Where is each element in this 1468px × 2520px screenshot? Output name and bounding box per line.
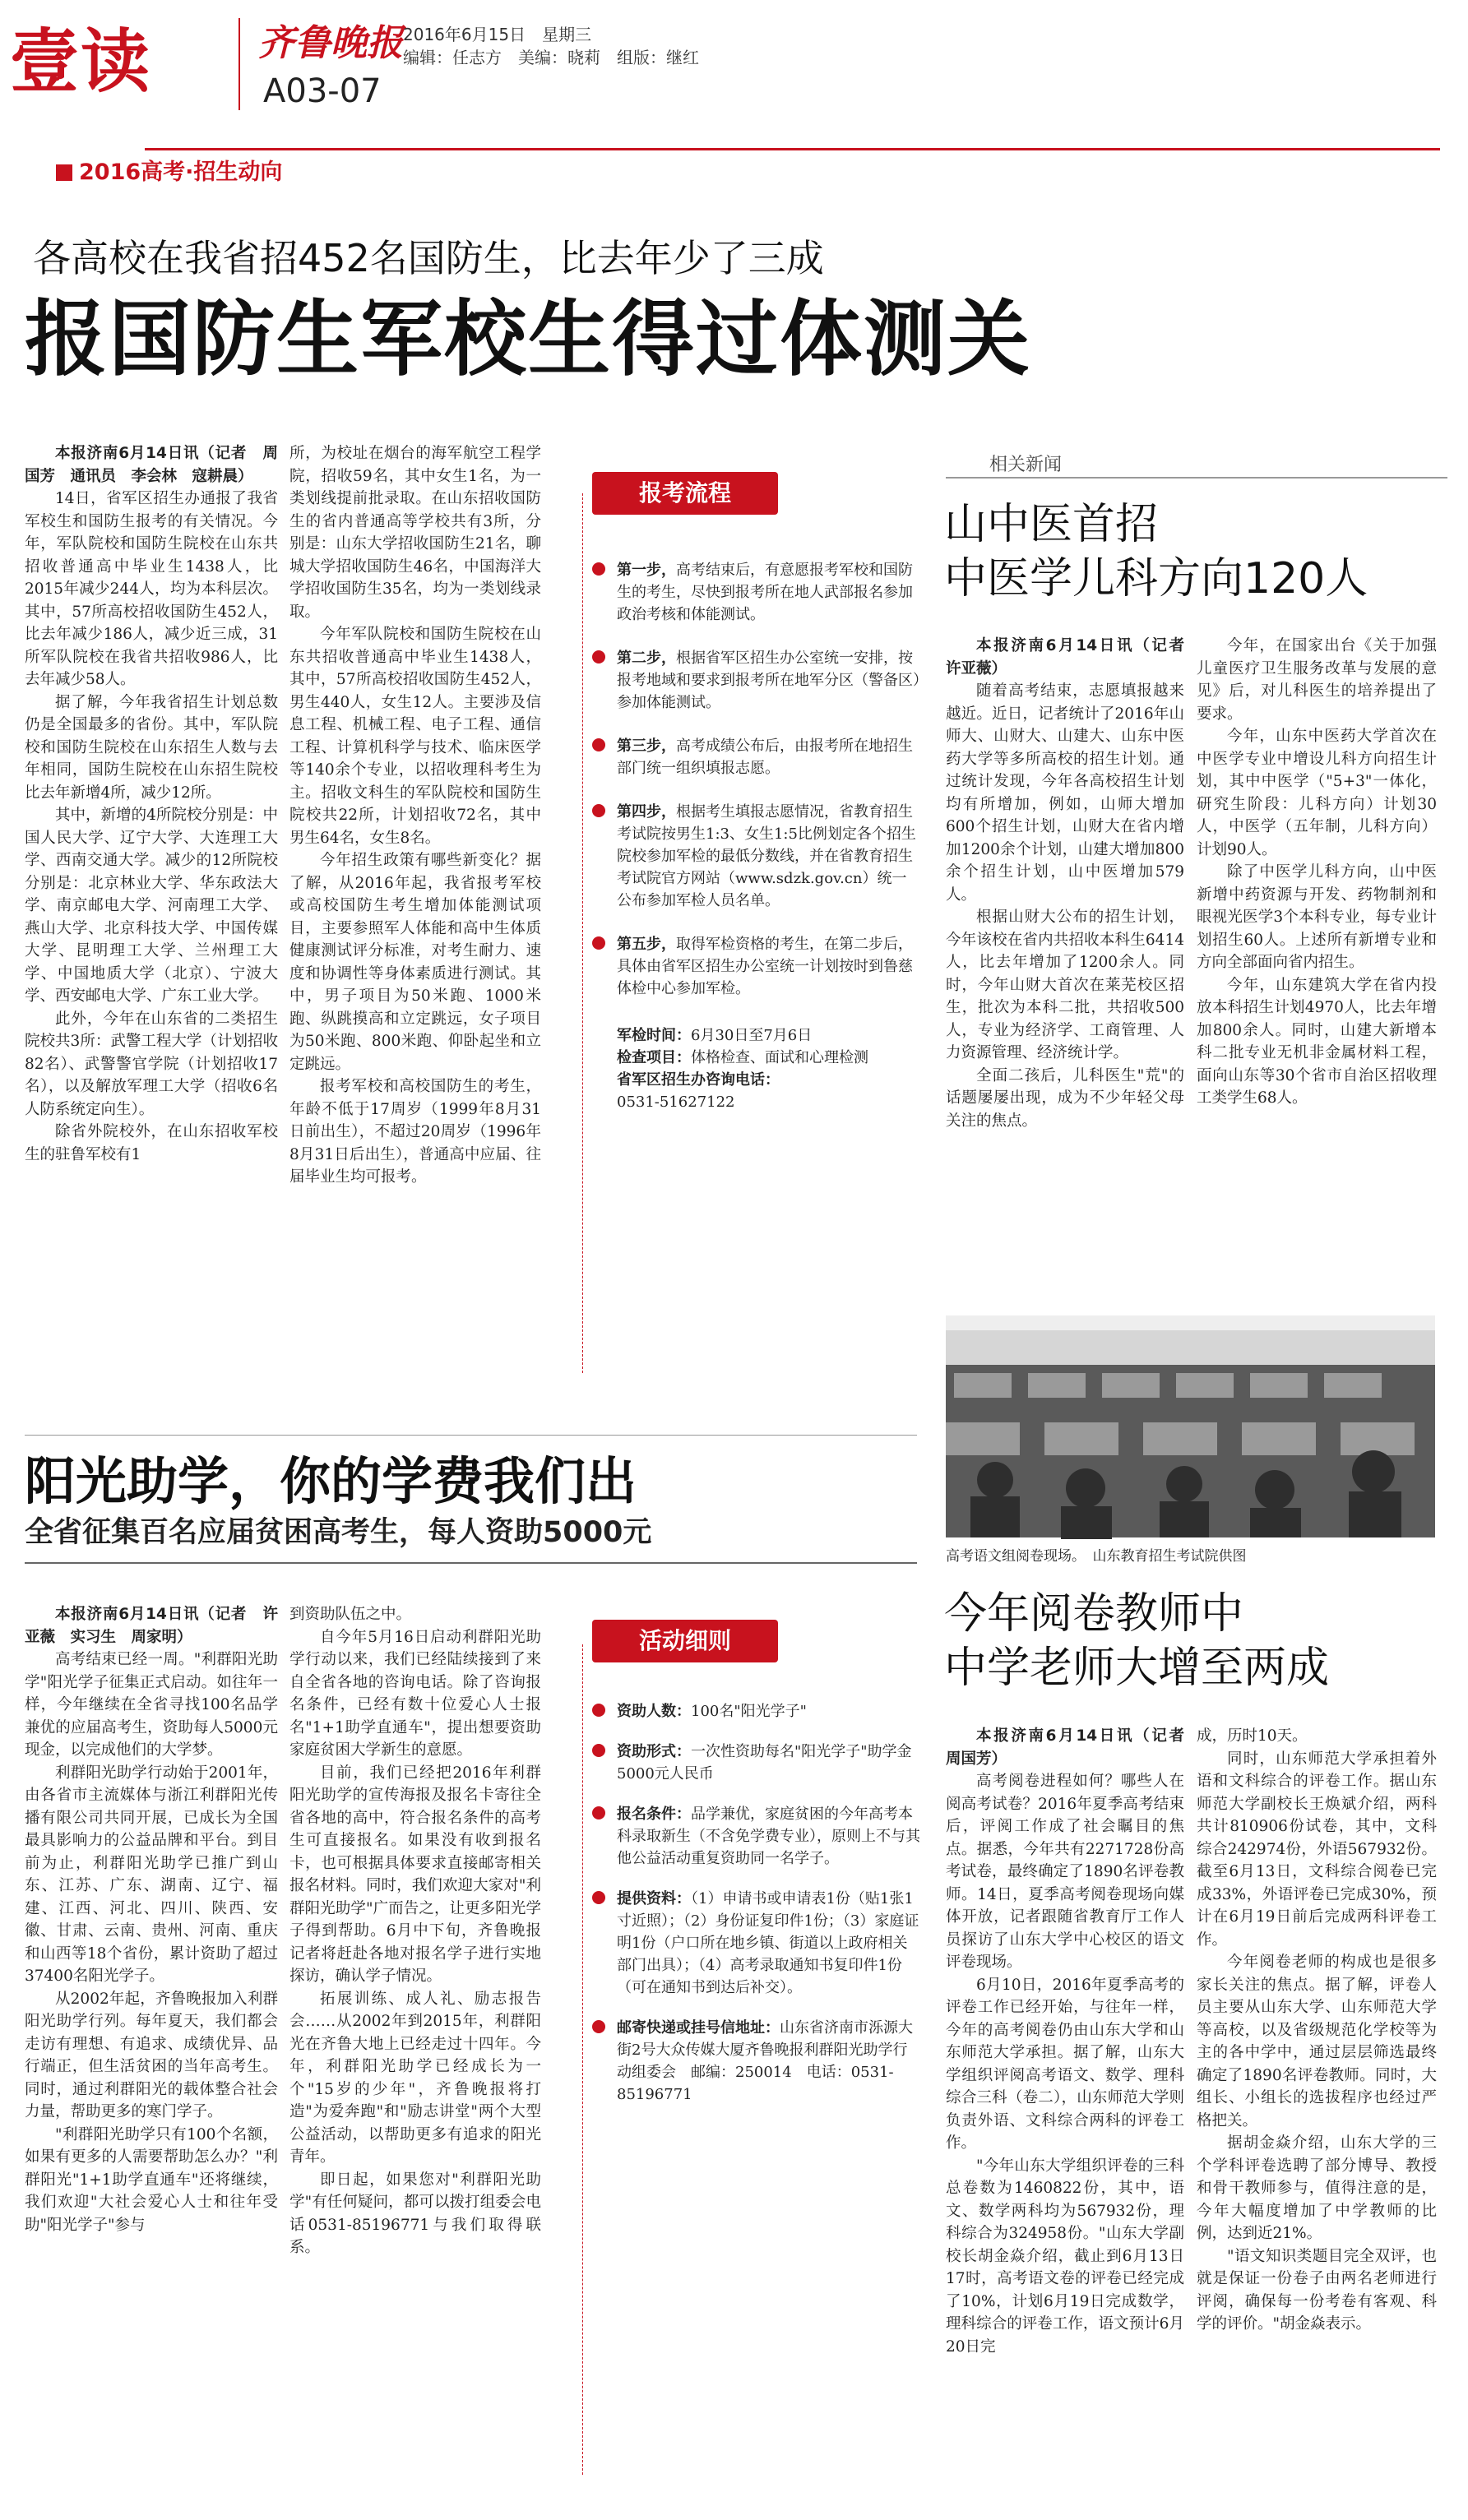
footer-label: 检查项目：: [617, 1049, 691, 1066]
step-text: 取得军检资格的考生，在第二步后，具体由省军区招生办公室统一计划按时到鲁慈体检中心参加军检。: [617, 936, 913, 997]
footer-text: 0531-51627122: [617, 1094, 735, 1111]
sunshine-byline: 本报济南6月14日讯（记者 许亚薇 实习生 周家明）: [25, 1606, 278, 1646]
section-title: 壹读: [10, 21, 152, 102]
step-label: 第五步，: [617, 936, 676, 953]
article-paragraph: 据胡金焱介绍，山东大学的三个学科评卷选聘了部分博导、教授和骨干教师参与，值得注意的是，今年大幅度增加了中学教师的比例，达到近21%。: [1197, 2134, 1437, 2242]
marking-column-1: [946, 1725, 1200, 2514]
bullet-icon: [592, 562, 605, 576]
process-step: [617, 647, 921, 714]
article-paragraph: 据了解，今年我省招生计划总数仍是全国最多的省份。其中，军队院校和国防生院校在山东招生人数与去年相同，国防生院校在山东招生院校比去年新增4所，减少12所。: [25, 693, 278, 802]
article-paragraph: 目前，我们已经把2016年利群阳光助学的宣传海报及报名卡寄往全省各地的高中，符合报名条件的高考生可直接报名。如果没有收到报名卡，也可根据具体要求直接邮寄相关报名材料。同时，我们欢迎大家对"利群阳光助学"广而告之，让更多阳光学子得到帮助。6月中下旬，齐鲁晚报记者将赶赴各地对报名学子进行实地探访，确认学子情况。: [289, 1764, 541, 1985]
step-label: 第一步，: [617, 562, 676, 579]
process-step: [617, 735, 921, 779]
sunshine-rule: [25, 1562, 917, 1564]
masthead-divider: [238, 18, 240, 110]
details-item: [617, 2017, 921, 2106]
article-paragraph: 即日起，如果您对"利群阳光助学"有任何疑问，都可以拨打组委会电话0531-85196771与我们取得联系。: [289, 2171, 541, 2256]
article-paragraph: 14日，省军区招生办通报了我省军校生和国防生报考的有关情况。今年，军队院校和国防生院校在山东共招收普通高中毕业生1438人，比2015年减少244人，均为本科层次。其中，57所高校招收国防生452人，比去年减少186人，减少近三成，31所军队院校在我省共招收986人，比去年减少58人。: [25, 490, 278, 688]
sunshine-column-1: [25, 1603, 278, 2512]
square-icon: [56, 164, 72, 181]
step-label: 第三步，: [617, 738, 676, 755]
newspaper-logo: 齐鲁晚报: [258, 22, 403, 64]
bullet-icon: [592, 1744, 605, 1757]
item-text: 一次性资助每名"阳光学子"助学金5000元人民币: [617, 1743, 912, 1782]
lead-column-2: [289, 442, 541, 1373]
article-paragraph: 从2002年起，齐鲁晚报加入利群阳光助学行列。每年夏天，我们都会走访有理想、有追求、成绩优异、品行端正，但生活贫困的当年高考生。同时，通过利群阳光的载体整合社会力量，帮助更多的寒门学子。: [25, 1990, 278, 2120]
footer-label: 军检时间：: [617, 1027, 691, 1044]
related-headline-line-1: 山中医首招: [944, 500, 1159, 549]
article-paragraph: 成，历时10天。: [1197, 1727, 1308, 1745]
details-item: [617, 1700, 921, 1722]
article-paragraph: 到资助队伍之中。: [289, 1606, 412, 1623]
step-text: 高考成绩公布后，由报考所在地招生部门统一组织填报志愿。: [617, 738, 913, 777]
editor-credits: 编辑：任志方 美编：晓莉 组版：继红: [403, 48, 699, 67]
bullet-icon: [592, 804, 605, 817]
process-dashed-line: [582, 493, 583, 1373]
marking-room-photo: [946, 1315, 1435, 1537]
page-number: A03-07: [263, 72, 382, 110]
article-paragraph: "语文知识类题目完全双评，也就是保证一份卷子由两名老师进行评阅，确保每一份考卷有客观、科学的评价。"胡金焱表示。: [1197, 2247, 1437, 2333]
process-footer: [617, 1024, 921, 1113]
article-paragraph: 6月10日，2016年夏季高考的评卷工作已经开始，与往年一样，今年的高考阅卷仍由山东大学和山东师范大学承担。据了解，山东大学组织评阅高考语文、数学、理科综合三科（卷二），山东师范大学则负责外语、文科综合两科的评卷工作。: [946, 1976, 1184, 2152]
article-paragraph: 今年招生政策有哪些新变化？据了解，从2016年起，我省报考军校或高校国防生考生增加体能测试项目，主要参照军人体能和高中生体质健康测试评分标准，对考生耐力、速度和协调性等身体素质进行测试。其中，男子项目为50米跑、1000米跑、纵跳摸高和立定跳远，女子项目为50米跑、800米跑、仰卧起坐和立定跳远。: [289, 852, 541, 1073]
article-paragraph: 今年军队院校和国防生院校在山东共招收普通高中毕业生1438人，其中，57所高校招收国防生452人，男生440人，女生12人。主要涉及信息工程、机械工程、电子工程、通信工程、计算机科学与技术、临床医学等140余个专业，以招收理科考生为主。招收文科生的军队院校和国防生院校共22所，计划招收72名，其中男生64名，女生8名。: [289, 626, 541, 847]
related-byline: 本报济南6月14日讯（记者 许亚薇）: [946, 637, 1200, 677]
article-paragraph: 此外，今年在山东省的二类招生院校共3所：武警工程大学（计划招收82名）、武警警官学院（计划招收17名），以及解放军理工大学（招收6名人防系统定向生）。: [25, 1010, 278, 1118]
bullet-icon: [592, 1891, 605, 1904]
article-paragraph: 报考军校和高校国防生的考生，年龄不低于17周岁（1999年8月31日前出生），不超过20周岁（1996年8月31日后出生），普通高中应届、往届毕业生均可报考。: [289, 1078, 541, 1186]
item-text: （1）申请书或申请表1份（贴1张1寸近照）；（2）身份证复印件1份；（3）家庭证明1份（户口所在地乡镇、街道以上政府相关部门出具）；（4）高考录取通知书复印件1份（可在通知书到达后补交）。: [617, 1890, 919, 1996]
article-paragraph: 今年，山东建筑大学在省内投放本科招生计划4970人，比去年增加800余人。同时，山建大新增本科二批专业无机非金属材料工程，面向山东等30个省市自治区招收理工类学生68人。: [1197, 976, 1437, 1107]
sunshine-headline: 阳光助学，你的学费我们出: [25, 1451, 637, 1511]
bullet-icon: [592, 936, 605, 950]
marking-headline: [944, 1587, 1454, 1695]
article-paragraph: 根据山财大公布的招生计划，今年该校在省内共招收本科生6414人，比去年增加了1200余人。同时，今年山财大首次在莱芜校区招生，批次为本科二批，共招收500人，专业为经济学、工商管理、人力资源管理、经济统计学。: [946, 909, 1184, 1061]
process-step: [617, 801, 921, 912]
step-text: 根据考生填报志愿情况，省教育招生考试院按男生1:3、女生1:5比例划定各个招生院校参加军检的最低分数线，并在省教育招生考试院官方网站（www.sdzk.gov.cn）统一公布参加军检人员名单。: [617, 803, 916, 909]
details-item: [617, 1803, 921, 1870]
item-label: 资助形式：: [617, 1743, 691, 1760]
process-title: 报考流程: [592, 472, 778, 515]
article-paragraph: 今年阅卷老师的构成也是很多家长关注的焦点。据了解，评卷人员主要从山东大学、山东师范大学等高校，以及省级规范化学校等为主的各中学中，通过层层筛选最终确定了1890名评卷教师。同时，大组长、小组长的选拔程序也经过严格把关。: [1197, 1954, 1437, 2129]
details-item: [617, 1888, 921, 1999]
footer-text: 6月30日至7月6日: [691, 1027, 813, 1044]
issue-date: 2016年6月15日 星期三: [403, 25, 592, 44]
related-rule: [946, 477, 1447, 479]
article-paragraph: 除了中医学儿科方向，山中医新增中药资源与开发、药物制剂和眼视光医学3个本科专业，每专业计划招生60人。上述所有新增专业和方向全部面向省内招生。: [1197, 863, 1437, 971]
step-text: 高考结束后，有意愿报考军校和国防生的考生，尽快到报考所在地人武部报名参加政治考核和体能测试。: [617, 562, 913, 623]
marking-column-2: [1197, 1725, 1437, 2514]
lead-headline: 报国防生军校生得过体测关: [25, 291, 1031, 387]
related-headline-line-2: 中医学儿科方向120人: [944, 554, 1368, 603]
article-paragraph: 同时，山东师范大学承担着外语和文科综合的评卷工作。据山东师范大学副校长王焕斌介绍，两科共计810906份试卷，其中，文科综合242974份，外语567932份。截至6月13日，文科综合阅卷已完成33%，外语评卷已完成30%，预计在6月19日前后完成两科评卷工作。: [1197, 1750, 1437, 1949]
sunshine-column-2: [289, 1603, 541, 2512]
details-title: 活动细则: [592, 1620, 778, 1662]
step-text: 根据省军区招生办公室统一安排，按报考地域和要求到报考所在地军分区（警备区）参加体能测试。: [617, 650, 920, 711]
bullet-icon: [592, 738, 605, 751]
photo-caption: 高考语文组阅卷现场。 山东教育招生考试院供图: [946, 1548, 1247, 1565]
masthead-rule: [145, 148, 1440, 150]
article-paragraph: 除省外院校外，在山东招收军校生的驻鲁军校有1: [25, 1123, 278, 1163]
article-paragraph: 全面二孩后，儿科医生"荒"的话题屡屡出现，成为不少年轻父母关注的焦点。: [946, 1066, 1184, 1130]
article-paragraph: 其中，新增的4所院校分别是：中国人民大学、辽宁大学、大连理工大学、西南交通大学。减少的12所院校分别是：北京林业大学、华东政法大学、南京邮电大学、河南理工大学、燕山大学、北京科技大学、中国传媒大学、昆明理工大学、兰州理工大学、中国地质大学（北京）、宁波大学、西安邮电大学、广东工业大学。: [25, 807, 278, 1005]
sunshine-top-rule: [25, 1435, 917, 1436]
details-dashed-line: [582, 1644, 583, 2475]
marking-headline-line-1: 今年阅卷教师中: [944, 1589, 1244, 1639]
article-paragraph: 自今年5月16日启动利群阳光助学行动以来，我们已经陆续接到了来自全省各地的咨询电话。除了咨询报名条件，已经有数十位爱心人士报名"1+1助学直通车"，提出想要资助家庭贫困大学新生的意愿。: [289, 1628, 541, 1759]
bullet-icon: [592, 650, 605, 664]
bullet-icon: [592, 1806, 605, 1819]
step-label: 第二步，: [617, 650, 676, 667]
article-paragraph: 随着高考结束，志愿填报越来越近。近日，记者统计了2016年山师大、山财大、山建大、山东中医药大学等多所高校的招生计划。通过统计发现，今年各高校招生计划均有所增加，例如，山师大增加600个招生计划，山财大在省内增加1200余个计划，山建大增加800余个招生计划，山中医增加579人。: [946, 682, 1184, 904]
article-paragraph: 所，为校址在烟台的海军航空工程学院，招收59名，其中女生1名，为一类划线提前批录取。在山东招收国防生的省内普通高等学校共有3所，分别是：山东大学招收国防生21名，聊城大学招收国防生46名，中国海洋大学招收国防生35名，均为一类划线录取。: [289, 445, 541, 621]
lead-kicker: 各高校在我省招452名国防生，比去年少了三成: [33, 236, 824, 280]
marking-byline: 本报济南6月14日讯（记者 周国芳）: [946, 1727, 1200, 1768]
related-column-2: [1197, 635, 1437, 1301]
footer-text: 体格检查、面试和心理检测: [691, 1049, 868, 1066]
step-label: 第四步，: [617, 803, 676, 821]
sunshine-subhead: 全省征集百名应届贫困高考生，每人资助5000元: [25, 1516, 652, 1549]
article-paragraph: "今年山东大学组织评卷的三科总卷数为1460822份，其中，语文、数学两科均为567932份，理科综合为324958份。"山东大学副校长胡金焱介绍，截止到6月13日17时，高考语文卷的评卷已经完成了10%，计划6月19日完成数学，理科综合的评卷工作，语文预计6月20日完: [946, 2157, 1184, 2356]
article-paragraph: 拓展训练、成人礼、励志报告会……从2002年到2015年，利群阳光在齐鲁大地上已经走过十四年。今年，利群阳光助学已经成长为一个"15岁的少年"，齐鲁晚报将打造"为爱奔跑"和"励志讲堂"两个大型公益活动，以帮助更多有追求的阳光青年。: [289, 1990, 541, 2166]
item-label: 提供资料：: [617, 1890, 691, 1907]
article-paragraph: "利群阳光助学只有100个名额，如果有更多的人需要帮助怎么办？"利群阳光"1+1助学直通车"还将继续，我们欢迎"大社会爱心人士和往年受助"阳光学子"参与: [25, 2125, 278, 2234]
article-paragraph: 今年，在国家出台《关于加强儿童医疗卫生服务改革与发展的意见》后，对儿科医生的培养提出了要求。: [1197, 637, 1437, 723]
article-paragraph: 今年，山东中医药大学首次在中医学专业中增设儿科方向招生计划，其中中医学（"5+3"一体化，研究生阶段：儿科方向）计划30人，中医学（五年制，儿科方向）计划90人。: [1197, 728, 1437, 858]
lead-column-1: [25, 442, 278, 1373]
item-text: 品学兼优，家庭贫困的今年高考本科录取新生（不含免学费专业），原则上不与其他公益活动重复资助同一名学子。: [617, 1806, 920, 1867]
process-step: [617, 559, 921, 626]
bullet-icon: [592, 1704, 605, 1717]
section-tag-label: 2016高考·招生动向: [79, 160, 283, 185]
lead-byline: 本报济南6月14日讯（记者 周国芳 通讯员 李会林 寇耕晨）: [25, 445, 278, 485]
related-column-1: [946, 635, 1200, 1301]
bullet-icon: [592, 2020, 605, 2033]
article-paragraph: 高考结束已经一周。"利群阳光助学"阳光学子征集正式启动。如往年一样，今年继续在全省寻找100名品学兼优的应届高考生，资助每人5000元现金，以完成他们的大学梦。: [25, 1651, 278, 1759]
item-text: 100名"阳光学子": [691, 1703, 807, 1720]
item-text: 山东省济南市泺源大街2号大众传媒大厦齐鲁晚报利群阳光助学行动组委会 邮编：250014 电话：0531-85196771: [617, 2019, 913, 2103]
process-step: [617, 933, 921, 1000]
process-steps: [617, 559, 921, 1113]
related-news-label: 相关新闻: [989, 455, 1063, 475]
photo-illustration: [946, 1315, 1435, 1537]
item-label: 资助人数：: [617, 1703, 691, 1720]
item-label: 邮寄快递或挂号信地址：: [617, 2019, 780, 2037]
section-tag: [56, 154, 282, 186]
details-items: [617, 1700, 921, 2106]
details-item: [617, 1741, 921, 1785]
item-label: 报名条件：: [617, 1806, 691, 1823]
marking-headline-line-2: 中学老师大增至两成: [944, 1644, 1330, 1693]
article-paragraph: 利群阳光助学行动始于2001年，由各省市主流媒体与浙江利群阳光传播有限公司共同开展，已成长为全国最具影响力的公益品牌和平台。到目前为止，利群阳光助学已推广到山东、江苏、广东、湖南、辽宁、福建、江西、河北、四川、陕西、安徽、甘肃、云南、贵州、河南、重庆和山西等18个省份，累计资助了超过37400名阳光学子。: [25, 1764, 278, 1985]
related-headline: [944, 497, 1454, 606]
footer-label: 省军区招生办咨询电话：: [617, 1071, 780, 1089]
article-paragraph: 高考阅卷进程如何？哪些人在阅高考试卷？2016年夏季高考结束后，评阅工作成了社会瞩目的焦点。据悉，今年共有2271728份高考试卷，最终确定了1890名评卷教师。14日，夏季高考阅卷现场向媒体开放，记者跟随省教育厅工作人员探访了山东大学中心校区的语文评卷现场。: [946, 1773, 1184, 1971]
